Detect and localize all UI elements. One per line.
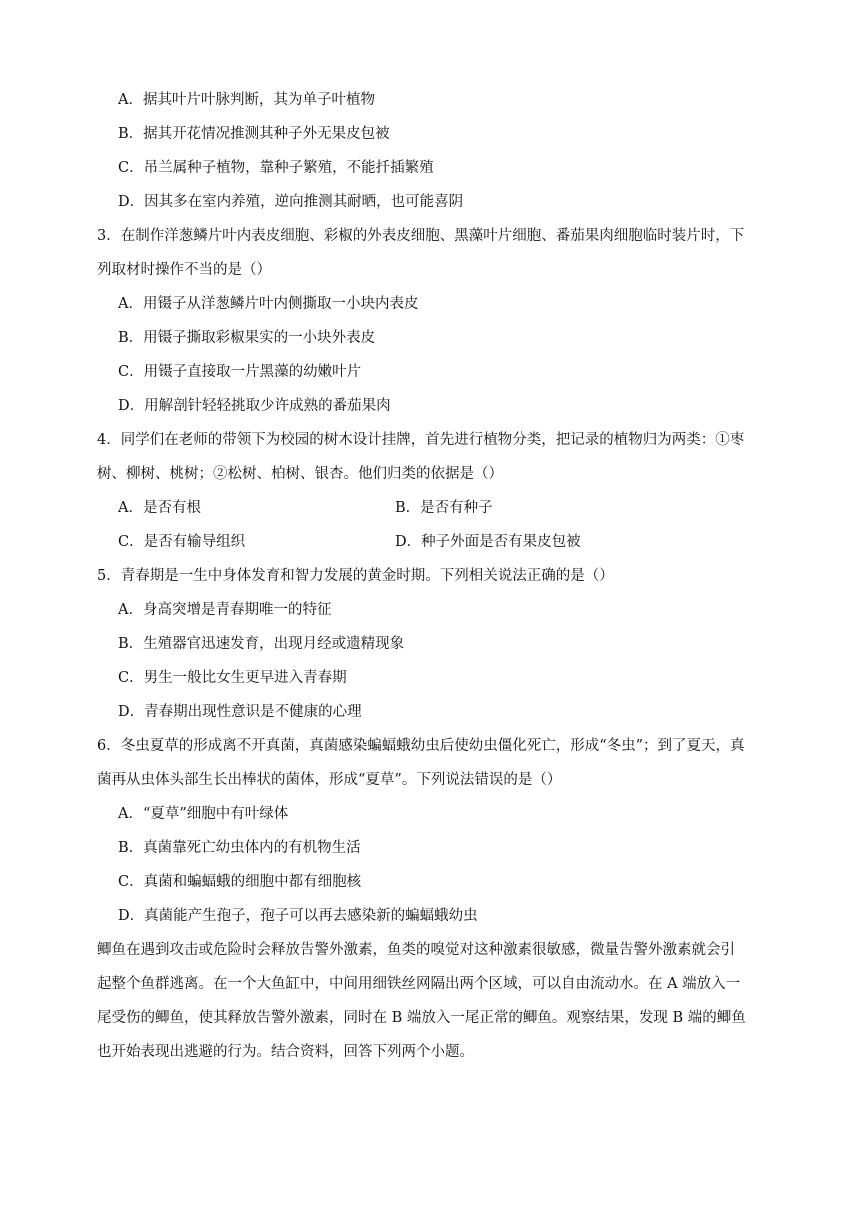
q6-stem-line-2: 菌再从虫体头部生长出棒状的菌体，形成“夏草”。下列说法错误的是（） bbox=[97, 772, 562, 788]
passage-line-4: 也开始表现出逃避的行为。结合资料，回答下列两个小题。 bbox=[97, 1044, 474, 1060]
q4-option-d: D．种子外面是否有果皮包被 bbox=[395, 534, 581, 550]
q4-stem-line-2: 树、柳树、桃树；②松树、柏树、银杏。他们归类的依据是（） bbox=[97, 466, 503, 482]
q4-option-c: C．是否有输导组织 bbox=[118, 534, 246, 550]
q5-option-d: D．青春期出现性意识是不健康的心理 bbox=[118, 704, 362, 720]
q3-option-d: D．用解剖针轻轻挑取少许成熟的番茄果肉 bbox=[118, 398, 391, 414]
q6-option-d: D．真菌能产生孢子，孢子可以再去感染新的蝙蝠蛾幼虫 bbox=[118, 908, 478, 924]
q2-option-c: C．吊兰属种子植物，靠种子繁殖，不能扦插繁殖 bbox=[118, 160, 434, 176]
q4-stem-line-1: 4．同学们在老师的带领下为校园的树木设计挂牌，首先进行植物分类，把记录的植物归为两类：①枣 bbox=[97, 432, 745, 448]
q2-option-d: D．因其多在室内养殖，逆向推测其耐晒，也可能喜阴 bbox=[118, 194, 464, 210]
q3-stem-line-2: 列取材时操作不当的是（） bbox=[97, 262, 271, 278]
q3-option-b: B．用镊子撕取彩椒果实的一小块外表皮 bbox=[118, 330, 376, 346]
q3-option-c: C．用镊子直接取一片黑藻的幼嫩叶片 bbox=[118, 364, 362, 380]
q6-option-c: C．真菌和蝙蝠蛾的细胞中都有细胞核 bbox=[118, 874, 362, 890]
q3-stem-line-1: 3．在制作洋葱鳞片叶内表皮细胞、彩椒的外表皮细胞、黑藻叶片细胞、番茄果肉细胞临时装片时，下 bbox=[97, 228, 745, 244]
q4-option-b: B．是否有种子 bbox=[395, 500, 493, 516]
q5-stem-line-1: 5．青春期是一生中身体发育和智力发展的黄金时期。下列相关说法正确的是（） bbox=[97, 568, 614, 584]
q4-option-a: A．是否有根 bbox=[118, 500, 201, 516]
passage-line-2: 起整个鱼群逃离。在一个大鱼缸中，中间用细铁丝网隔出两个区域，可以自由流动水。在 A 端放入一 bbox=[97, 976, 741, 992]
q5-option-c: C．男生一般比女生更早进入青春期 bbox=[118, 670, 347, 686]
q5-option-a: A．身高突增是青春期唯一的特征 bbox=[118, 602, 332, 618]
q3-option-a: A．用镊子从洋葱鳞片叶内侧撕取一小块内表皮 bbox=[118, 296, 419, 312]
q5-option-b: B．生殖器官迅速发育，出现月经或遗精现象 bbox=[118, 636, 405, 652]
q2-option-a: A．据其叶片叶脉判断，其为单子叶植物 bbox=[118, 92, 375, 108]
q6-option-b: B．真菌靠死亡幼虫体内的有机物生活 bbox=[118, 840, 361, 856]
q6-stem-line-1: 6．冬虫夏草的形成离不开真菌，真菌感染蝙蝠蛾幼虫后使幼虫僵化死亡，形成“冬虫”；到了夏天，真 bbox=[97, 738, 745, 754]
q6-option-a: A．“夏草”细胞中有叶绿体 bbox=[118, 806, 289, 822]
passage-line-3: 尾受伤的鲫鱼，使其释放告警外激素，同时在 B 端放入一尾正常的鲫鱼。观察结果，发现 B 端的鲫鱼 bbox=[97, 1010, 746, 1026]
q2-option-b: B．据其开花情况推测其种子外无果皮包被 bbox=[118, 126, 390, 142]
passage-line-1: 鲫鱼在遇到攻击或危险时会释放告警外激素，鱼类的嗅觉对这种激素很敏感，微量告警外激素就会引 bbox=[97, 942, 735, 958]
